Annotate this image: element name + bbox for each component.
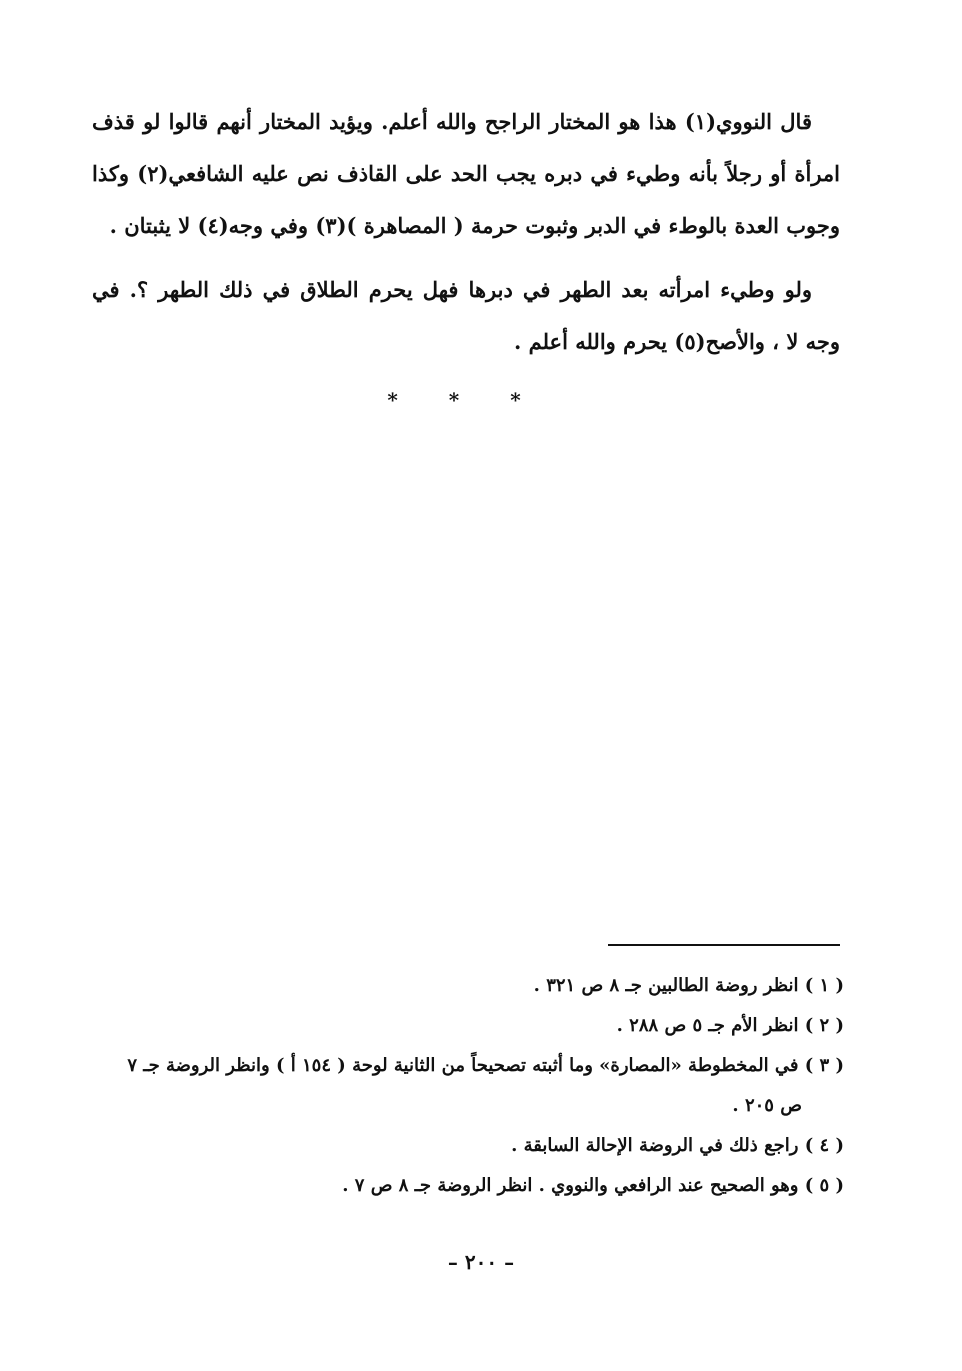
main-text <box>92 96 840 380</box>
page-number: – ٢٠٠ – <box>447 1250 515 1274</box>
footnote-3-continuation: ص ٢٠٥ . <box>732 1095 802 1116</box>
footnote-4: ( ٤ ) راجع ذلك في الروضة الإحالة السابقة . <box>511 1135 844 1156</box>
footnote-divider <box>608 944 840 946</box>
paragraph-2: ولو وطيء امرأته بعد الطهر في دبرها فهل يحرم الطلاق في ذلك الطهر ؟. في وجه لا ، والأصح(٥) يحرم والله أعلم . <box>92 277 840 354</box>
footnote-5: ( ٥ ) وهو الصحيح عند الرافعي والنووي . انظر الروضة جـ ٨ ص ٧ . <box>342 1175 844 1196</box>
footnote-2: ( ٢ ) انظر الأم جـ ٥ ص ٢٨٨ . <box>616 1015 844 1036</box>
section-separator: * * * <box>387 388 543 412</box>
footnote-3: ( ٣ ) في المخطوطة «المصارة» وما أثبته تصحيحاً من الثانية لوحة ( ١٥٤ أ ) وانظر الروضة جـ ٧ <box>127 1055 844 1076</box>
footnotes <box>100 966 844 1206</box>
footnote-1: ( ١ ) انظر روضة الطالبين جـ ٨ ص ٣٢١ . <box>533 975 844 996</box>
paragraph-1: قال النووي(١) هذا هو المختار الراجح والله أعلم. ويؤيد المختار أنهم قالوا لو قذف امرأة أو رجلاً بأنه وطيء في دبره يجب الحد على القاذف نص عليه الشافعي(٢) وكذا وجوب العدة بالوطء في الدبر وثبوت حرمة ( المصاهرة )(٣) وفي وجه(٤) لا يثبتان . <box>92 109 840 238</box>
